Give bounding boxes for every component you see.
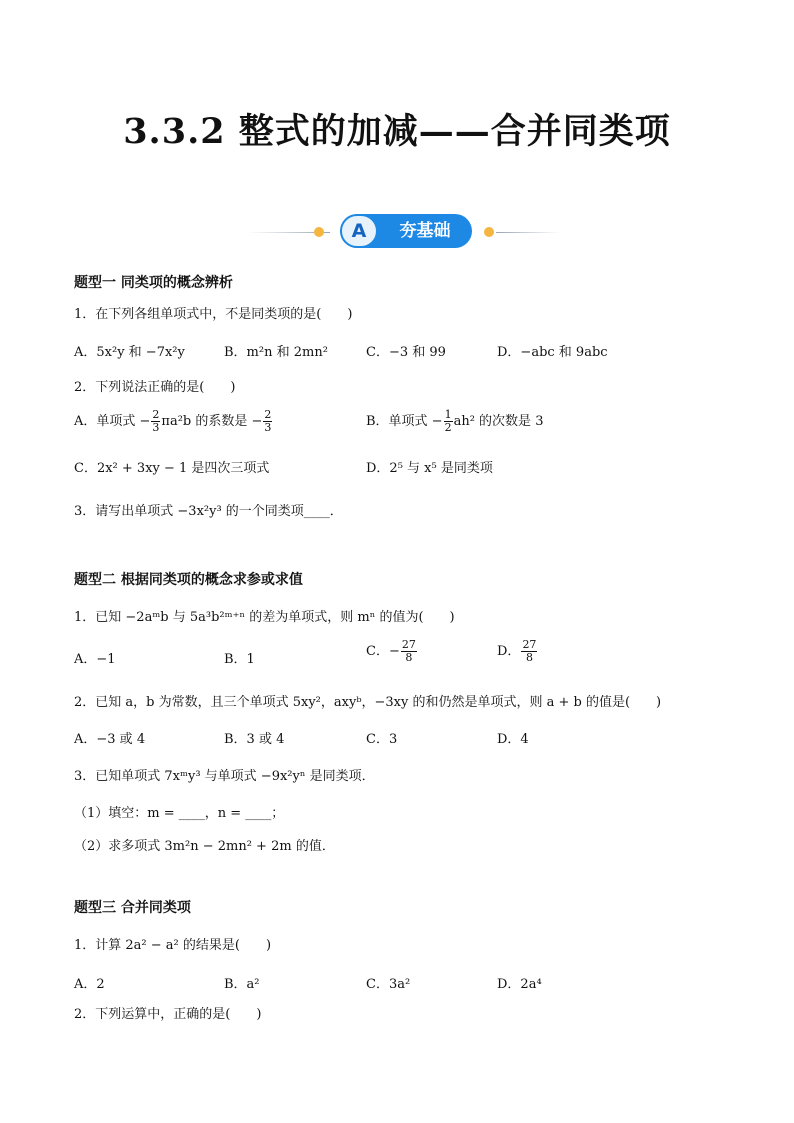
s2-q2-option-c: C．3 xyxy=(366,732,398,747)
s2-q3-part2: （2）求多项式 3m²n − 2mn² + 2m 的值． xyxy=(74,839,335,854)
s2-q2-stem: 2．已知 a，b 为常数，且三个单项式 5xy²，axyᵇ，−3xy 的和仍然是单项式，则 a + b 的值是( ) xyxy=(74,695,662,710)
banner-right-dot xyxy=(484,227,494,237)
s1-q2-b-post: ah² 的次数是 3 xyxy=(453,414,544,429)
banner-pill xyxy=(340,214,472,248)
s2-q1-option-a: A．−1 xyxy=(74,652,116,667)
s2-q2-option-a: A．−3 或 4 xyxy=(74,732,146,747)
s3-q1-stem: 1．计算 2a² − a² 的结果是( ) xyxy=(74,938,272,953)
s1-q2-a-pre: A．单项式 − xyxy=(74,414,151,429)
fraction-num: 27 xyxy=(522,638,537,651)
s3-q1-option-a: A．2 xyxy=(74,977,105,992)
fraction-num: 27 xyxy=(401,638,416,651)
fraction-den: 8 xyxy=(405,651,413,664)
s1-q1-option-a: A．5x²y 和 −7x²y xyxy=(74,345,185,360)
section-banner xyxy=(230,212,564,252)
s2-q3-part1: （1）填空：m = ____，n = ____； xyxy=(74,806,285,821)
s2-q1-option-b: B．1 xyxy=(224,652,255,667)
s2-q1-stem: 1．已知 −2aᵐb 与 5a³b²ᵐ⁺ⁿ 的差为单项式，则 mⁿ 的值为( ) xyxy=(74,610,455,625)
s1-q1-stem: 1．在下列各组单项式中，不是同类项的是( ) xyxy=(74,307,353,322)
s1-q1-option-d: D．−abc 和 9abc xyxy=(497,345,608,360)
s2-q2-option-d: D．4 xyxy=(497,732,529,747)
fraction-num: 1 xyxy=(444,408,452,421)
s2-q2-option-b: B．3 或 4 xyxy=(224,732,285,747)
s2-q3-stem: 3．已知单项式 7xᵐy³ 与单项式 −9x²yⁿ 是同类项． xyxy=(74,769,375,784)
section-heading-1: 题型一 同类项的概念辨析 xyxy=(74,275,233,291)
fraction-den: 2 xyxy=(444,421,452,434)
s2-q1-c-pre: C．− xyxy=(366,644,400,659)
s1-q2-b-pre: B．单项式 − xyxy=(366,414,443,429)
page-title: 3.3.2 整式的加减——合并同类项 xyxy=(123,111,671,152)
s1-q2-option-a xyxy=(74,409,273,434)
section-heading-3: 题型三 合并同类项 xyxy=(74,900,191,916)
s1-q1-option-c: C．−3 和 99 xyxy=(366,345,446,360)
banner-left-dot xyxy=(314,227,324,237)
fraction-den: 8 xyxy=(525,651,533,664)
fraction-den: 3 xyxy=(152,421,160,434)
section-heading-2: 题型二 根据同类项的概念求参或求值 xyxy=(74,572,303,588)
s3-q2-stem: 2．下列运算中，正确的是( ) xyxy=(74,1007,262,1022)
s1-q1-option-b: B．m²n 和 2mn² xyxy=(224,345,328,360)
fraction-num: 2 xyxy=(152,408,160,421)
fraction-den: 3 xyxy=(264,421,272,434)
fraction-num: 2 xyxy=(264,408,272,421)
s1-q3-stem: 3．请写出单项式 −3x²y³ 的一个同类项____． xyxy=(74,504,343,519)
fraction xyxy=(401,639,417,664)
s3-q1-option-c: C．3a² xyxy=(366,977,411,992)
banner-letter: A xyxy=(340,214,378,248)
banner-label: 夯基础 xyxy=(399,221,451,241)
s3-q1-option-d: D．2a⁴ xyxy=(497,977,542,992)
fraction xyxy=(151,409,160,434)
s1-q2-stem: 2．下列说法正确的是( ) xyxy=(74,380,236,395)
s2-q1-d-pre: D． xyxy=(497,644,521,659)
banner-right-line xyxy=(496,232,560,233)
fraction xyxy=(444,409,453,434)
fraction xyxy=(521,639,537,664)
s2-q1-option-c xyxy=(366,639,418,664)
s3-q1-option-b: B．a² xyxy=(224,977,260,992)
s1-q2-a-mid: πa²b 的系数是 − xyxy=(161,414,263,429)
s1-q2-option-c: C．2x² + 3xy − 1 是四次三项式 xyxy=(74,461,270,476)
s2-q1-option-d xyxy=(497,639,538,664)
s1-q2-option-d: D．2⁵ 与 x⁵ 是同类项 xyxy=(366,461,493,476)
fraction xyxy=(263,409,272,434)
s1-q2-option-b xyxy=(366,409,543,434)
